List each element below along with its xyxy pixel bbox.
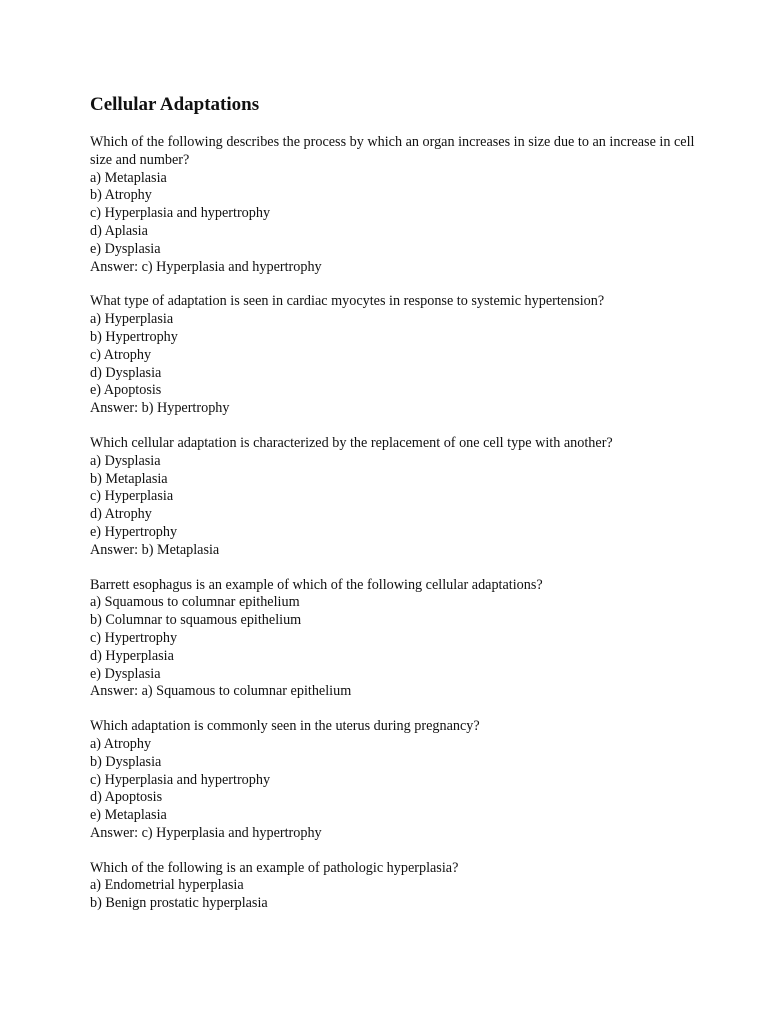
answer-option: a) Atrophy [90, 735, 152, 752]
question-text: Which of the following describes the process by which an organ increases in size due to an increase in cell size and number? [90, 134, 695, 168]
answer-option: c) Hyperplasia and hypertrophy [90, 205, 271, 222]
document-title: Cellular Adaptations [90, 94, 260, 115]
answer-option: d) Hyperplasia [90, 647, 174, 664]
answer-option: b) Columnar to squamous epithelium [90, 612, 302, 629]
answer-option: b) Metaplasia [90, 470, 168, 487]
answer-option: e) Dysplasia [90, 240, 161, 257]
answer-option: b) Atrophy [90, 187, 152, 204]
answer-option: a) Dysplasia [90, 452, 161, 469]
correct-answer: Answer: b) Hypertrophy [90, 400, 230, 417]
document-page [90, 94, 710, 930]
answer-option: c) Atrophy [90, 346, 152, 363]
question-text: Which of the following is an example of pathologic hyperplasia? [90, 859, 459, 876]
answer-option: c) Hypertrophy [90, 629, 178, 646]
question-text: Barrett esophagus is an example of which of the following cellular adaptations? [90, 576, 543, 593]
answer-option: b) Benign prostatic hyperplasia [90, 895, 268, 912]
answer-option: d) Apoptosis [90, 789, 163, 806]
answer-option: b) Dysplasia [90, 753, 162, 770]
answer-option: e) Dysplasia [90, 665, 161, 682]
question-block-1 [90, 134, 710, 276]
answer-option: d) Dysplasia [90, 364, 162, 381]
question-text: What type of adaptation is seen in cardiac myocytes in response to systemic hypertension? [90, 293, 605, 310]
correct-answer: Answer: c) Hyperplasia and hypertrophy [90, 258, 322, 275]
answer-option: a) Squamous to columnar epithelium [90, 594, 300, 611]
correct-answer: Answer: b) Metaplasia [90, 541, 220, 558]
question-block-3 [90, 435, 710, 560]
answer-option: e) Hypertrophy [90, 523, 178, 540]
question-block-5 [90, 718, 710, 843]
answer-option: d) Atrophy [90, 506, 152, 523]
answer-option: a) Metaplasia [90, 169, 167, 186]
question-text: Which cellular adaptation is characterized by the replacement of one cell type with another? [90, 434, 613, 451]
answer-option: e) Metaplasia [90, 807, 167, 824]
question-text: Which adaptation is commonly seen in the uterus during pregnancy? [90, 718, 480, 735]
question-block-4 [90, 577, 710, 702]
answer-option: c) Hyperplasia [90, 488, 174, 505]
answer-option: a) Endometrial hyperplasia [90, 877, 244, 894]
answer-option: d) Aplasia [90, 222, 148, 239]
question-block-2 [90, 293, 710, 418]
answer-option: c) Hyperplasia and hypertrophy [90, 771, 271, 788]
answer-option: a) Hyperplasia [90, 311, 174, 328]
correct-answer: Answer: a) Squamous to columnar epithelium [90, 683, 352, 700]
correct-answer: Answer: c) Hyperplasia and hypertrophy [90, 824, 322, 841]
question-block-6 [90, 860, 710, 913]
answer-option: e) Apoptosis [90, 382, 162, 399]
answer-option: b) Hypertrophy [90, 328, 178, 345]
